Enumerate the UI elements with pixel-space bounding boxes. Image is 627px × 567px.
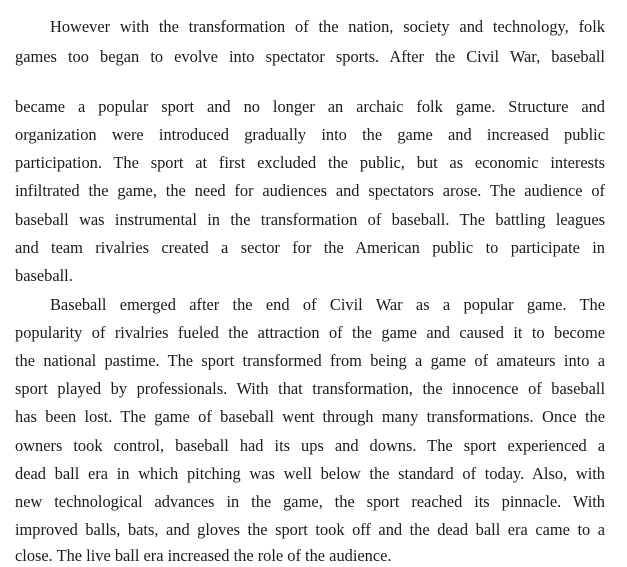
text-line: participation. The sport at first excluded the public, but as economic interests xyxy=(15,153,605,172)
text-line: improved balls, bats, and gloves the sport took off and the dead ball era came to a xyxy=(15,520,605,539)
text-line: became a popular sport and no longer an archaic folk game. Structure and xyxy=(15,97,605,116)
text-line: baseball was instrumental in the transformation of baseball. The battling leagues xyxy=(15,210,605,229)
text-line: games too began to evolve into spectator sports. After the Civil War, baseball xyxy=(15,47,605,66)
text-line: infiltrated the game, the need for audiences and spectators arose. The audience of xyxy=(15,181,605,200)
text-line: and team rivalries created a sector for the American public to participate in xyxy=(15,238,605,257)
text-line: has been lost. The game of baseball went through many transformations. Once the xyxy=(15,407,605,426)
text-line: dead ball era in which pitching was well below the standard of today. Also, with xyxy=(15,464,605,483)
text-line: popularity of rivalries fueled the attraction of the game and caused it to become xyxy=(15,323,605,342)
text-line: baseball. xyxy=(15,266,73,285)
text-line: sport played by professionals. With that transformation, the innocence of baseball xyxy=(15,379,605,398)
text-line: the national pastime. The sport transformed from being a game of amateurs into a xyxy=(15,351,605,370)
text-line: new technological advances in the game, the sport reached its pinnacle. With xyxy=(15,492,605,511)
text-line: However with the transformation of the nation, society and technology, folk xyxy=(50,17,605,36)
text-line: Baseball emerged after the end of Civil War as a popular game. The xyxy=(50,295,605,314)
text-line: organization were introduced gradually into the game and increased public xyxy=(15,125,605,144)
text-line: close. The live ball era increased the role of the audience. xyxy=(15,546,392,565)
text-line: owners took control, baseball had its ups and downs. The sport experienced a xyxy=(15,436,605,455)
